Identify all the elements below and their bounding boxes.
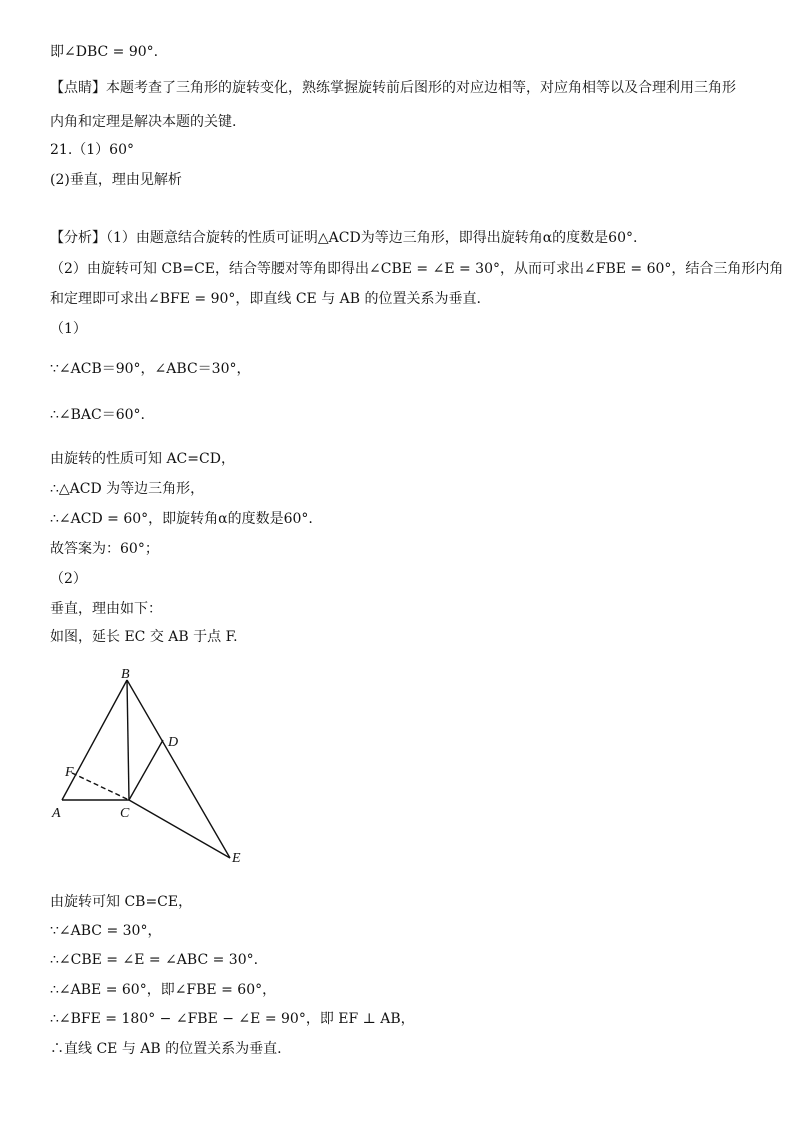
- point-label-f: F: [65, 765, 74, 780]
- text-line: 即∠DBC = 90°.: [50, 44, 159, 60]
- text-line: ∵∠ABC = 30°，: [50, 923, 162, 939]
- point-label-d: D: [168, 735, 179, 750]
- segment-ba: [62, 680, 127, 800]
- text-line: 内角和定理是解决本题的关键.: [50, 114, 237, 130]
- text-line: ∴∠CBE = ∠E = ∠ABC = 30°.: [50, 952, 259, 968]
- text-line: ∴∠BFE = 180° − ∠FBE − ∠E = 90°，即 EF ⊥ AB，: [50, 1011, 415, 1027]
- point-label-b: B: [121, 667, 130, 682]
- segment-cd: [129, 740, 163, 800]
- text-line: 由旋转可知 CB=CE，: [50, 894, 193, 910]
- conclusion-line: ∴直线 CE 与 AB 的位置关系为垂直.: [50, 1041, 282, 1057]
- text-line: (2)垂直，理由见解析: [50, 172, 182, 188]
- segment-bc: [127, 680, 129, 800]
- question-number-line: 21.（1）60°: [50, 142, 134, 158]
- text-line: 垂直，理由如下：: [50, 601, 162, 617]
- text-line: （2）由旋转可知 CB=CE，结合等腰对等角即得出∠CBE = ∠E = 30°，从而可求出∠FBE = 60°，结合三角形内角: [50, 261, 784, 277]
- text-line: 如图，延长 EC 交 AB 于点 F.: [50, 629, 238, 645]
- point-label-a: A: [52, 806, 61, 821]
- text-line: （1）: [50, 321, 87, 337]
- text-line: ∵∠ACB＝90°，∠ABC＝30°，: [50, 361, 251, 377]
- text-line: （2）: [50, 571, 87, 587]
- text-line: ∴△ACD 为等边三角形，: [50, 481, 205, 497]
- text-line: ∴∠BAC＝60°.: [50, 407, 146, 423]
- analysis-line: 【分析】（1）由题意结合旋转的性质可证明△ACD为等边三角形，即得出旋转角α的度数是60°.: [50, 230, 638, 246]
- text-line: ∴∠ACD = 60°，即旋转角α的度数是60°.: [50, 511, 313, 527]
- text-line: ∴∠ABE = 60°，即∠FBE = 60°，: [50, 982, 277, 998]
- point-label-e: E: [232, 851, 241, 866]
- segment-be: [127, 680, 230, 858]
- text-line: 和定理即可求出∠BFE = 90°，即直线 CE 与 AB 的位置关系为垂直.: [50, 291, 481, 307]
- segment-ce: [129, 800, 230, 858]
- text-line: 故答案为：60°；: [50, 541, 159, 557]
- point-label-c: C: [120, 806, 130, 821]
- segment-fc-dashed: [72, 773, 129, 800]
- note-heading-line: 【点睛】本题考查了三角形的旋转变化，熟练掌握旋转前后图形的对应边相等，对应角相等以及合理利用三角形: [50, 80, 736, 96]
- geometry-figure: [50, 660, 270, 870]
- text-line: 由旋转的性质可知 AC=CD，: [50, 451, 235, 467]
